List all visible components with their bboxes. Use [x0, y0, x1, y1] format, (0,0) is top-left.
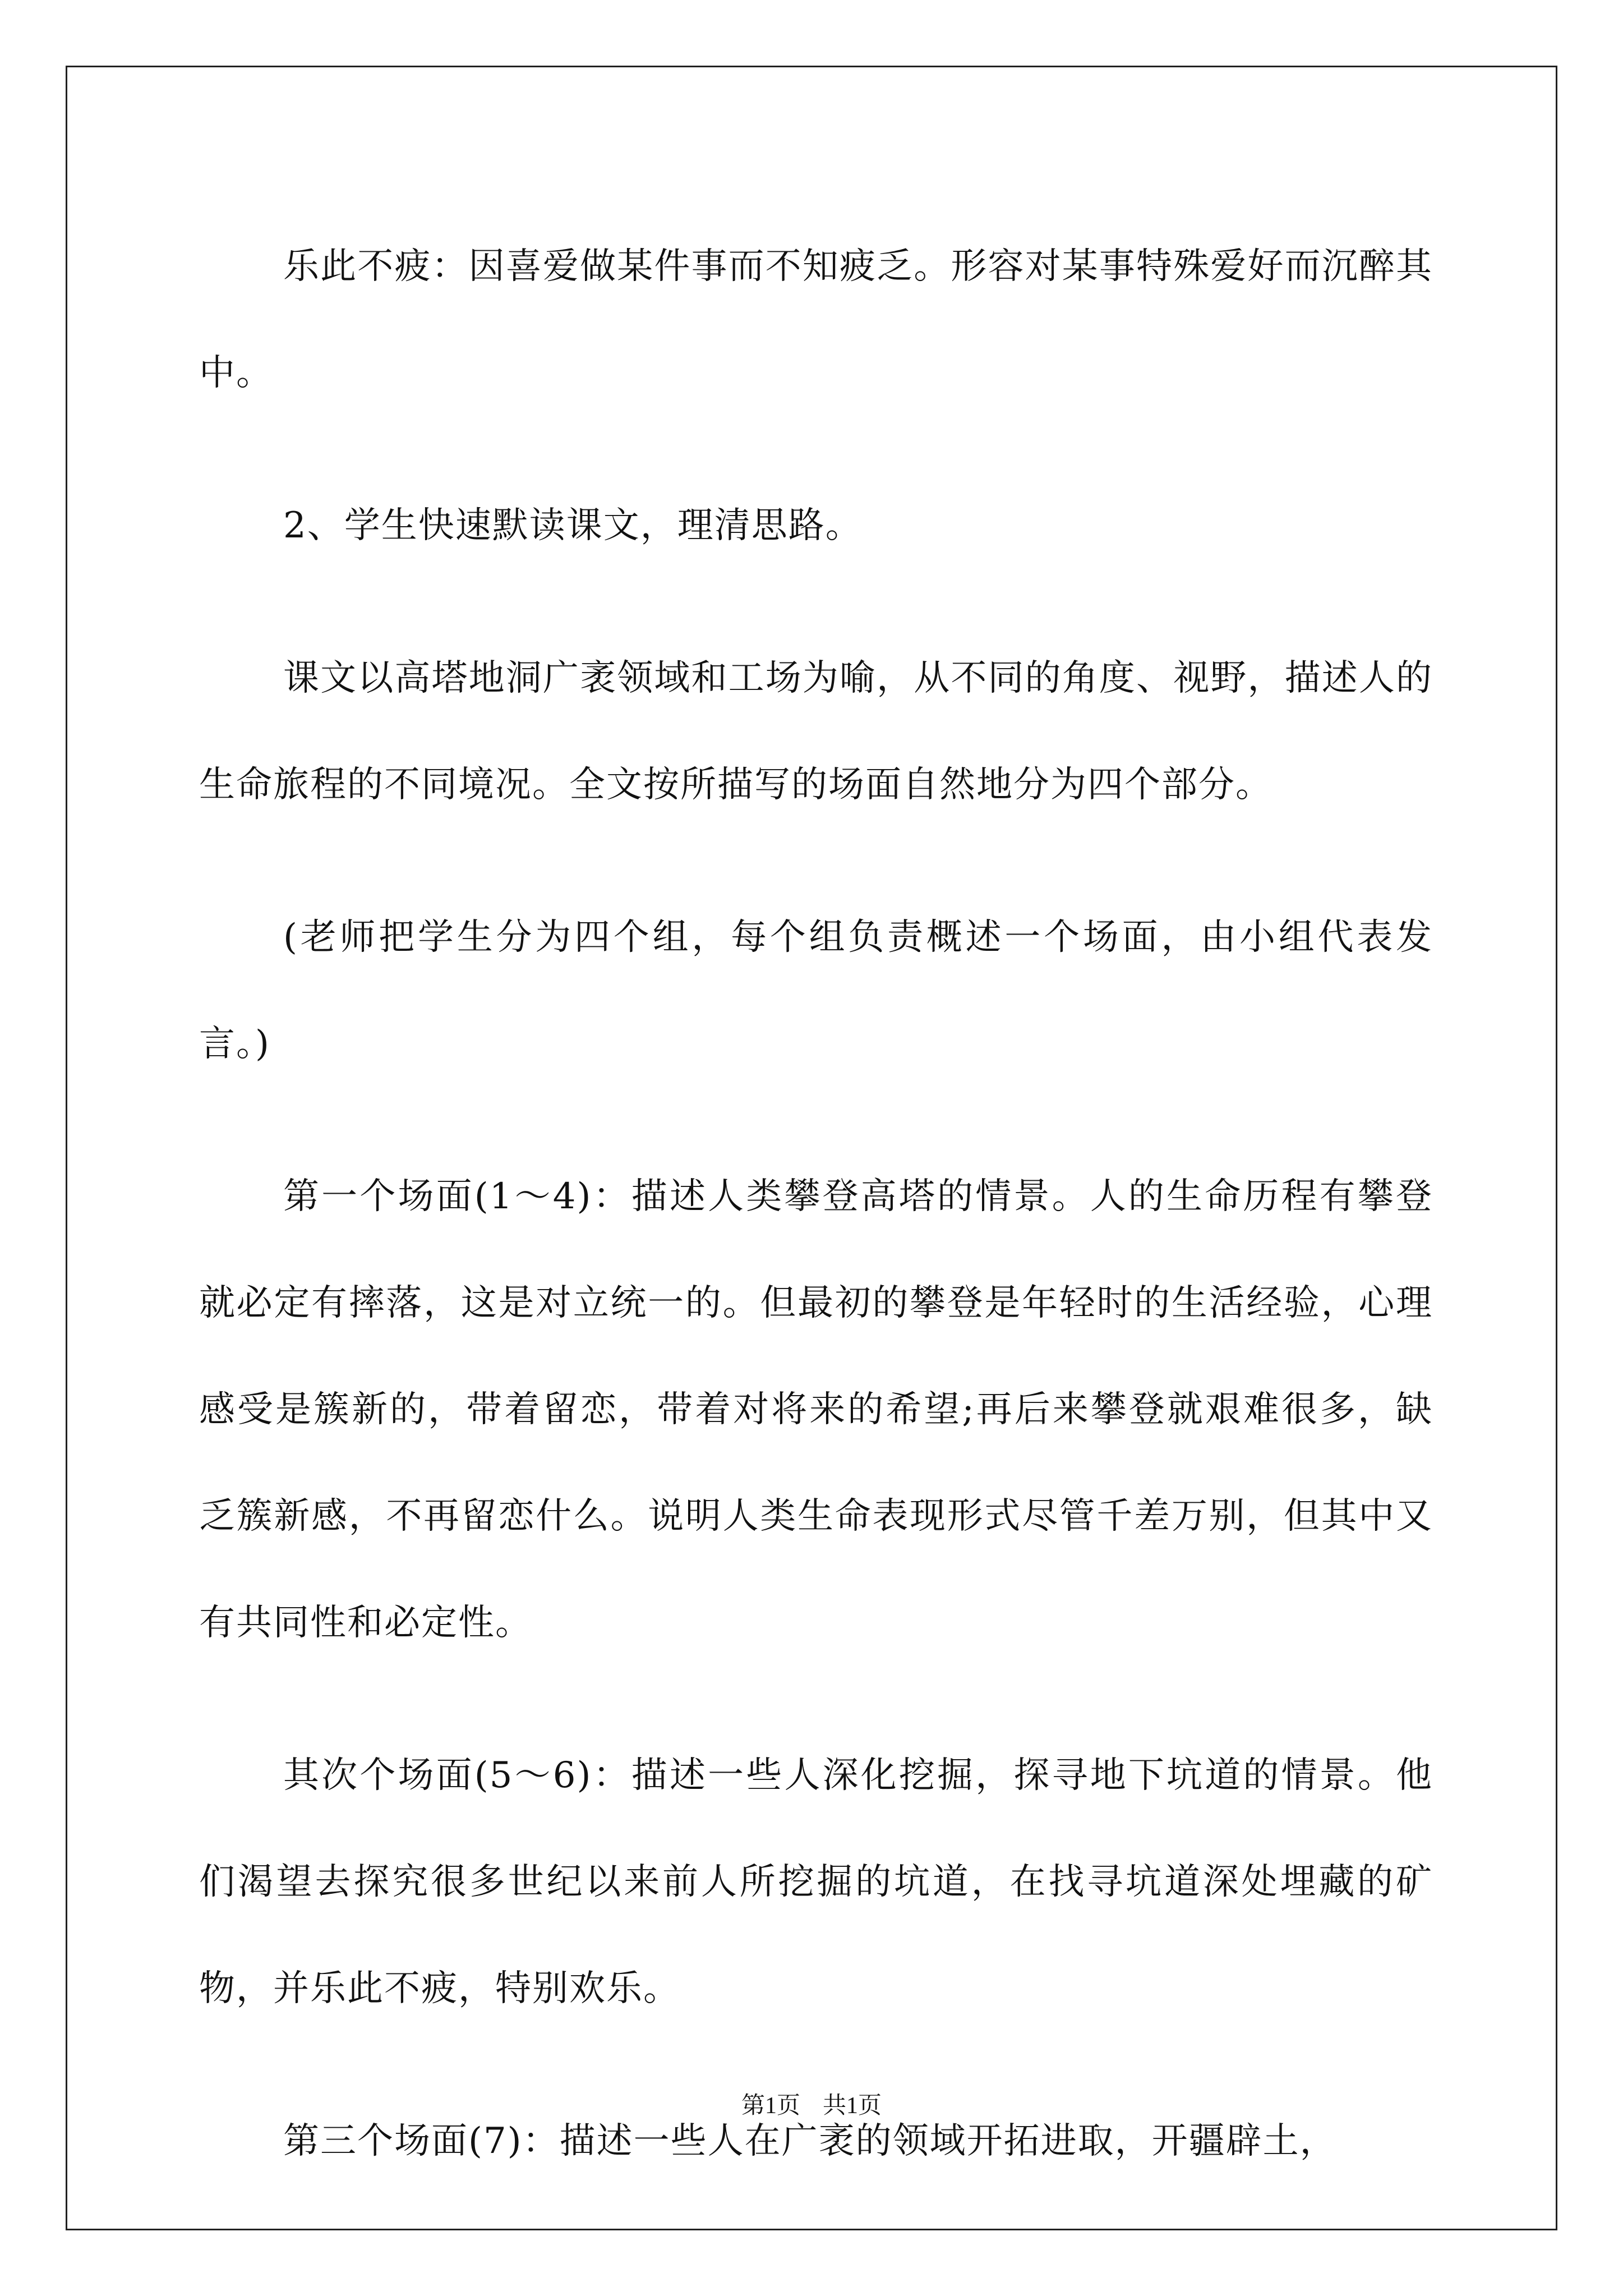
page-number: 第1页	[741, 2093, 800, 2119]
paragraph: 其次个场面(5～6)：描述一些人深化挖掘，探寻地下坑道的情景。他们渴望去探究很多世纪以来前人所挖掘的坑道，在找寻坑道深处埋藏的矿物，并乐此不疲，特别欢乐。	[199, 1755, 1433, 2009]
paragraph: 第三个场面(7)：描述一些人在广袤的领域开拓进取，开疆辟土，	[283, 2120, 1337, 2162]
paragraph: 课文以高塔地洞广袤领域和工场为喻，从不同的角度、视野，描述人的生命旅程的不同境况。全文按所描写的场面自然地分为四个部分。	[199, 657, 1433, 806]
page-total: 共1页	[823, 2093, 882, 2119]
document-body	[199, 213, 1433, 2240]
paragraph: 第一个场面(1～4)：描述人类攀登高塔的情景。人的生命历程有攀登就必定有摔落，这是对立统一的。但最初的攀登是年轻时的生活经验，心理感受是簇新的，带着留恋，带着对将来的希望;再后来攀登就艰难很多，缺乏簇新感，不再留恋什么。说明人类生命表现形式尽管千差万别，但其中又有共同性和必定性。	[199, 1176, 1433, 1644]
paragraph: (老师把学生分为四个组，每个组负责概述一个场面，由小组代表发言。)	[199, 917, 1433, 1065]
paragraph: 乐此不疲：因喜爱做某件事而不知疲乏。形容对某事特殊爱好而沉醉其中。	[199, 246, 1433, 394]
paragraph: 2、学生快速默读课文，理清思路。	[283, 505, 863, 546]
page-footer	[0, 2087, 1623, 2120]
